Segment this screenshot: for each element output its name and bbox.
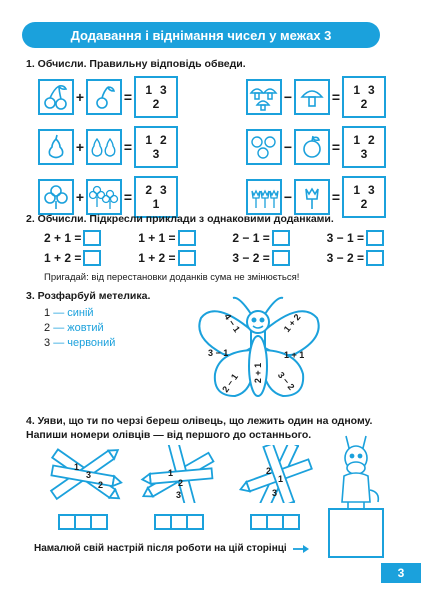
plus-sign: +: [75, 189, 85, 205]
wing-label: 3 − 1: [208, 348, 229, 358]
body-label: 2 + 1: [253, 362, 264, 384]
answer-cell[interactable]: [178, 250, 196, 266]
wing-label: 2 − 1: [220, 371, 241, 395]
plus-sign: +: [75, 139, 85, 155]
tulip-icon: [294, 179, 330, 215]
task1-heading: 1. Обчисли. Правильну відповідь обведи.: [26, 58, 246, 70]
mushrooms-icon: [246, 79, 282, 115]
answer-box[interactable]: 13 2: [342, 176, 386, 218]
pencil-number: 1: [168, 468, 174, 478]
order-cells-3[interactable]: [250, 514, 298, 530]
wing-label: 3 − 2: [275, 370, 297, 392]
wing-label: 4 − 1: [222, 311, 243, 335]
pencil-group-1: [42, 445, 126, 508]
task2-examples: [44, 230, 384, 266]
order-cells-1[interactable]: [58, 514, 106, 530]
equals-sign: =: [123, 189, 133, 205]
apple-icon: [294, 129, 330, 165]
clover-icon: [38, 179, 74, 215]
equals-sign: =: [123, 89, 133, 105]
order-cells-2[interactable]: [154, 514, 202, 530]
task3-heading: 3. Розфарбуй метелика.: [26, 290, 151, 302]
answer-cell[interactable]: [272, 230, 290, 246]
cherries-icon: [38, 79, 74, 115]
arrow-right-icon: [293, 545, 309, 553]
answer-cell[interactable]: [366, 250, 384, 266]
equals-sign: =: [331, 189, 341, 205]
pencil-group-2: [140, 445, 224, 508]
pencil-number: 3: [86, 470, 92, 480]
answer-box[interactable]: 23 1: [134, 176, 178, 218]
example: 1 + 2 =: [44, 250, 101, 266]
plus-sign: +: [75, 89, 85, 105]
equals-sign: =: [331, 139, 341, 155]
pencil-number: 3: [176, 490, 182, 500]
minus-sign: −: [283, 89, 293, 105]
pencil-number: 2: [98, 480, 104, 490]
pear-icon: [38, 129, 74, 165]
example: 3 − 2 =: [232, 250, 289, 266]
pencil-number: 2: [266, 466, 272, 476]
equals-sign: =: [123, 139, 133, 155]
answer-box[interactable]: 13 2: [134, 76, 178, 118]
answer-box[interactable]: 12 3: [342, 126, 386, 168]
pencil-number: 2: [178, 478, 184, 488]
answer-cell[interactable]: [83, 250, 101, 266]
page-title: Додавання і віднімання чисел у межах 3: [22, 22, 380, 48]
mood-drawing-box[interactable]: [328, 508, 384, 558]
answer-box[interactable]: 12 3: [134, 126, 178, 168]
answer-cell[interactable]: [272, 250, 290, 266]
pencil-number: 3: [272, 488, 278, 498]
minus-sign: −: [283, 189, 293, 205]
apples-icon: [246, 129, 282, 165]
example: 1 + 1 =: [138, 230, 195, 246]
clovers-icon: [86, 179, 122, 215]
minus-sign: −: [283, 139, 293, 155]
example: 3 − 1 =: [327, 230, 384, 246]
mood-instruction: Намалюй свій настрій після роботи на цій сторінці: [34, 543, 309, 554]
example: 1 + 2 =: [138, 250, 195, 266]
equals-sign: =: [331, 89, 341, 105]
cherry-icon: [86, 79, 122, 115]
task2-note: Пригадай: від перестановки доданків сума не змінюється!: [44, 272, 300, 283]
pears-icon: [86, 129, 122, 165]
pencil-number: 1: [74, 462, 80, 472]
answer-cell[interactable]: [83, 230, 101, 246]
answer-box[interactable]: 13 2: [342, 76, 386, 118]
task1-grid: [38, 74, 398, 220]
task4-heading: 4. Уяви, що ти по черзі береш олівець, що лежить один на одному. Напиши номери олівців — від першого до останнього.: [26, 415, 373, 441]
color-legend: 1 — синій 2 — жовтий 3 — червоний: [44, 307, 116, 349]
task2-heading: 2. Обчисли. Підкресли приклади з однаковими доданками.: [26, 213, 334, 225]
wing-label: 1 + 2: [281, 312, 303, 334]
page-number: 3: [381, 563, 421, 583]
answer-cell[interactable]: [366, 230, 384, 246]
answer-cell[interactable]: [178, 230, 196, 246]
wing-label: 1 + 1: [284, 350, 305, 360]
example: 2 + 1 =: [44, 230, 101, 246]
example: 2 − 1 =: [232, 230, 289, 246]
example: 3 − 2 =: [327, 250, 384, 266]
mushroom-icon: [294, 79, 330, 115]
donkey-illustration: [330, 432, 384, 515]
tulips-icon: [246, 179, 282, 215]
pencil-number: 1: [278, 474, 284, 484]
